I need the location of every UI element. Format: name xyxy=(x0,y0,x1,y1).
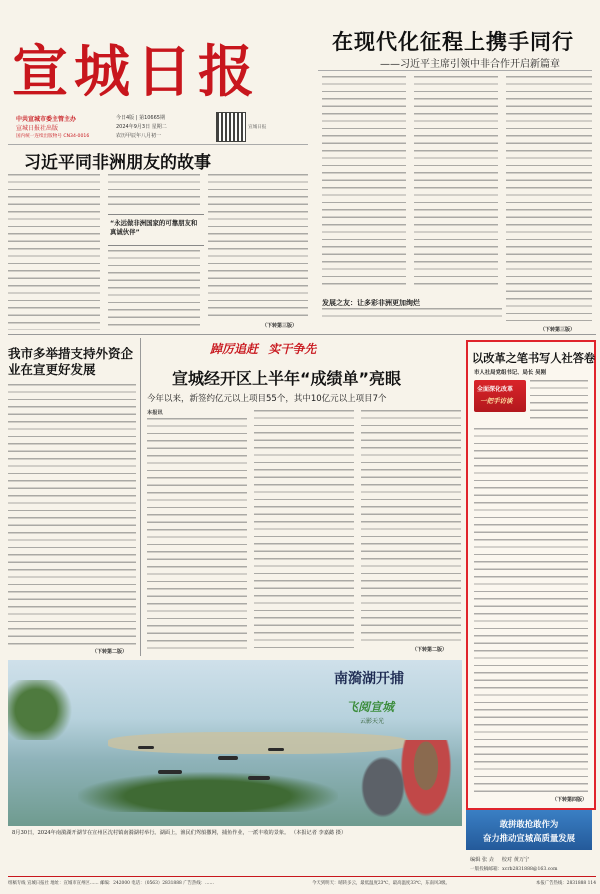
develop-box xyxy=(322,296,502,324)
footer-left: 组稿专线 宣城日报社 地址：宣城市宣州区…… 邮编：242000 电话：（0563）2831888 广告热线：…… xyxy=(8,881,214,886)
fish xyxy=(358,752,408,822)
lunar-date: 农历甲辰年八月初一 xyxy=(116,133,162,139)
reform-author: 市人社局党组书记、局长 吴刚 xyxy=(474,370,546,376)
far-trees xyxy=(78,772,338,812)
story2-quote: “永远做非洲国家的可靠朋友和真诚伙伴” xyxy=(110,219,198,236)
slogan-b: 实干争先 xyxy=(268,342,317,356)
dev-body-col1 xyxy=(147,418,247,652)
footer-rule xyxy=(8,876,596,877)
reform-badge-top: 全面深化改革 xyxy=(477,386,514,393)
col-divider-left xyxy=(140,338,141,656)
weekday: 星期二 xyxy=(151,124,167,130)
local-more: （下转第二版） xyxy=(92,649,128,655)
masthead-title: 宣城日报 xyxy=(12,39,260,105)
lead-subheadline: ——习近平主席引领中非合作开启新篇章 xyxy=(380,59,560,70)
local-headline: 我市多举措支持外资企业在宣更好发展 xyxy=(8,346,134,377)
story2-body-col3 xyxy=(208,174,308,320)
lead-body-col3 xyxy=(506,76,592,321)
dev-more: （下转第二版） xyxy=(412,647,448,653)
reform-body xyxy=(474,428,588,792)
date-block xyxy=(116,123,167,130)
story2-body-col2b xyxy=(108,250,200,330)
dev-body-col3 xyxy=(361,410,461,642)
boat xyxy=(158,770,182,774)
qr-label: 宣城日报 xyxy=(248,125,267,130)
cn-number: 国内统一连续出版物号 CN34-0016 xyxy=(16,134,90,139)
promo-line2: 奋力推动宣城高质量发展 xyxy=(482,833,576,843)
reform-headline: 以改革之笔书写人社答卷 xyxy=(472,352,596,365)
editors xyxy=(470,856,529,863)
reform-badge-bottom: 一把手访谈 xyxy=(480,397,513,405)
reform-body-top xyxy=(530,380,588,424)
story2-quote-box xyxy=(108,214,204,246)
sand-bar xyxy=(108,732,408,754)
editor-label: 编辑 xyxy=(470,857,481,863)
photo-caption xyxy=(12,830,458,837)
proofreader: 黄万宁 xyxy=(513,857,530,863)
story2-more: （下转第三版） xyxy=(262,323,298,329)
slogan xyxy=(210,340,316,357)
masthead xyxy=(8,12,308,142)
edition-number: 第10665期 xyxy=(139,115,165,121)
slogan-a: 踔厉追赶 xyxy=(210,342,259,356)
issue-block: 今日4版 | 第10665期 xyxy=(116,115,165,121)
lead-rule xyxy=(318,70,592,71)
dev-author: 本报讯 xyxy=(147,410,163,416)
story2-body-col2a xyxy=(108,174,200,210)
dev-body-col2 xyxy=(254,410,354,652)
lake-photo xyxy=(8,660,462,826)
mid-rule xyxy=(8,334,596,335)
boat xyxy=(268,748,284,751)
story2-rule xyxy=(8,144,308,145)
qr-code[interactable] xyxy=(216,112,246,142)
proof-label: 校对 xyxy=(501,857,513,863)
shore-trees xyxy=(8,680,78,740)
footer-weather: 今天到明天：晴转多云，最低温度23℃，最高温度33℃，东南风3级。 xyxy=(312,881,450,886)
date: 2024年9月3日 xyxy=(116,124,151,130)
lead-body-col2 xyxy=(414,76,498,290)
reform-box xyxy=(466,340,596,810)
lead-body-col1 xyxy=(322,76,406,290)
publisher: 宣城日报社出版 xyxy=(16,125,59,132)
photo-overlay-title: 飞阅宣城 xyxy=(346,700,395,714)
photo-title: 南漪湖开捕 xyxy=(334,671,404,687)
story2-body-col1 xyxy=(8,174,100,330)
local-body xyxy=(8,384,136,646)
promo-box xyxy=(466,810,592,850)
reform-badge xyxy=(474,380,526,412)
dev-subheadline: 今年以来，新签约亿元以上项目55个，其中10亿元以上项目7个 xyxy=(147,394,387,404)
reform-more: （下转第四版） xyxy=(552,797,588,803)
footer-right: 本报广告热线：2831888 114 xyxy=(535,881,596,886)
hotline: 一版投稿邮箱：xcrb2831888@163.com xyxy=(470,867,558,872)
promo-line1: 敢拼敢抢敢作为 xyxy=(499,819,559,829)
photo-caption-text: 8月30日，2024年南漪湖开湖节在宣州区沈村镇南漪湖村举行。湖面上，渔民们驾船撒网，捕鱼作业，一派丰收的景象。 xyxy=(12,830,290,836)
story2-headline: 习近平同非洲朋友的故事 xyxy=(24,153,211,173)
develop-body xyxy=(322,308,502,322)
party-org: 中共宣城市委主管主办 xyxy=(16,116,77,123)
develop-label: 发展之友：让多彩非洲更加绚烂 xyxy=(322,299,420,307)
issue-number: 今日4版 xyxy=(116,115,135,121)
boat xyxy=(138,746,154,749)
boat xyxy=(248,776,270,780)
boat xyxy=(218,756,238,760)
editor: 张 垚 xyxy=(482,857,495,863)
photo-overlay-sub: 云影天光 xyxy=(360,718,385,725)
dev-headline: 宣城经开区上半年“成绩单”亮眼 xyxy=(172,369,402,388)
develop-more: （下转第三版） xyxy=(540,327,576,333)
lead-headline: 在现代化征程上携手同行 xyxy=(332,30,574,54)
photo-credit: （本报记者 李嘉懿 摄） xyxy=(290,830,347,836)
